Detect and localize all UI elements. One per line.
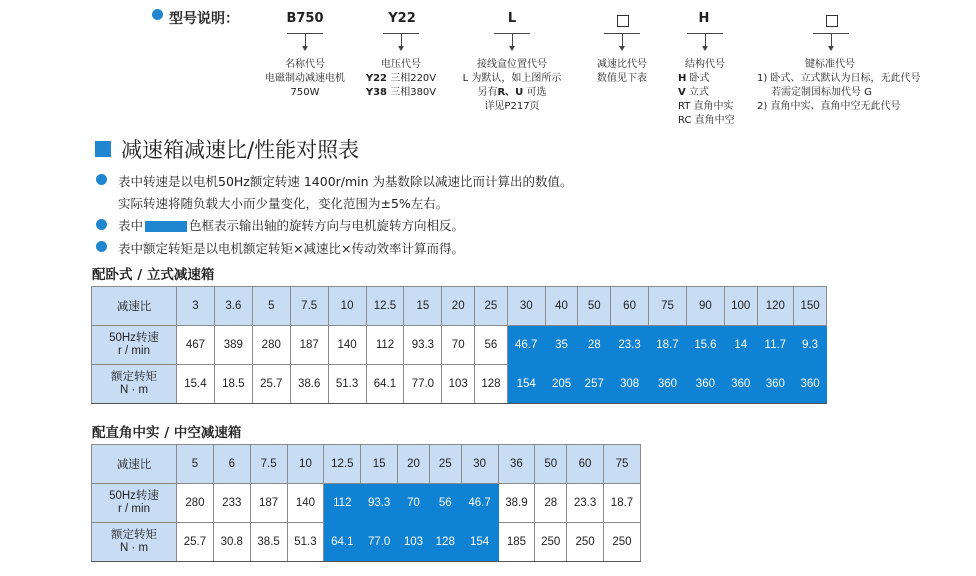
note-bullet-icon bbox=[96, 219, 107, 230]
leader-voltage-v bbox=[401, 34, 402, 46]
desc-name-label: 名称代号 bbox=[285, 59, 325, 70]
table2-ratio-cell: 7.5 bbox=[250, 445, 287, 484]
leader-name-v bbox=[305, 34, 306, 46]
blue-swatch-icon bbox=[145, 221, 187, 232]
struct-code-h: H bbox=[678, 73, 687, 84]
note-3-pre: 表中 bbox=[118, 218, 144, 233]
table2-speed-cell: 38.9 bbox=[498, 484, 535, 523]
table2-ratio-cell: 20 bbox=[398, 445, 430, 484]
table1-torque-cell: 25.7 bbox=[252, 365, 290, 404]
table2-speed-cell: 46.7 bbox=[461, 484, 498, 523]
table1-title: 配卧式 / 立式减速箱 bbox=[92, 267, 215, 283]
table1-ratio-cell: 120 bbox=[757, 287, 794, 326]
table2-speed-cell: 70 bbox=[398, 484, 430, 523]
table2-speed-cell: 28 bbox=[535, 484, 567, 523]
table1-speed-cell: 23.3 bbox=[611, 326, 649, 365]
table1-torque-cell: 15.4 bbox=[177, 365, 215, 404]
table1-torque-cell: 18.5 bbox=[214, 365, 252, 404]
note-1: 表中转速是以电机50Hz额定转速 1400r/min 为基数除以减速比而计算出的数值。 bbox=[118, 174, 573, 189]
table1-speed-cell: 467 bbox=[177, 326, 215, 365]
table1-torque-cell: 103 bbox=[442, 365, 475, 404]
table2-ratio-cell: 30 bbox=[461, 445, 498, 484]
leader-key-v bbox=[831, 34, 832, 46]
table1-torque-label-1: 额定转矩 bbox=[111, 371, 157, 383]
arrow-struct-icon bbox=[702, 46, 708, 51]
table1-torque-cell: 360 bbox=[686, 365, 724, 404]
table2-torque-cell: 77.0 bbox=[361, 523, 398, 562]
table2-speed-cell: 112 bbox=[324, 484, 361, 523]
struct-text-h: 卧式 bbox=[686, 73, 710, 84]
note-bullet-icon bbox=[96, 174, 107, 185]
table2-torque-cell: 250 bbox=[535, 523, 567, 562]
table1-speed-cell: 15.6 bbox=[686, 326, 724, 365]
table1-ratio-cell: 50 bbox=[578, 287, 611, 326]
table1-ratio-cell: 25 bbox=[475, 287, 508, 326]
desc-key-l3: 2) 直角中实、直角中空无此代号 bbox=[757, 101, 901, 112]
desc-name bbox=[245, 58, 365, 100]
table2-torque-cell: 250 bbox=[567, 523, 604, 562]
table1-speed-cell: 56 bbox=[475, 326, 508, 365]
table2-ratio-cell: 10 bbox=[287, 445, 324, 484]
arrow-voltage-icon bbox=[398, 46, 404, 51]
table2-speed-cell: 233 bbox=[213, 484, 250, 523]
desc-key-l2: 若需定制国标加代号 G bbox=[771, 87, 872, 98]
table1-speed-cell: 35 bbox=[545, 326, 578, 365]
table2-torque-cell: 128 bbox=[429, 523, 461, 562]
table1-torque-cell: 360 bbox=[794, 365, 827, 404]
table2-speed-cell: 93.3 bbox=[361, 484, 398, 523]
table1 bbox=[91, 286, 827, 404]
struct-text-v: 立式 bbox=[685, 87, 709, 98]
table2-torque-cell: 250 bbox=[603, 523, 640, 562]
desc-box-l2-post: 可选 bbox=[523, 87, 547, 98]
leader-struct-v bbox=[705, 34, 706, 46]
desc-struct bbox=[678, 72, 735, 128]
table2-torque-cell: 25.7 bbox=[177, 523, 214, 562]
table2-speed-cell: 140 bbox=[287, 484, 324, 523]
model-title: 型号说明： bbox=[169, 11, 239, 27]
table2-torque-cell: 185 bbox=[498, 523, 535, 562]
desc-voltage-label: 电压代号 bbox=[381, 59, 421, 70]
table2-speed-label bbox=[92, 484, 177, 523]
table1-ratio-cell: 20 bbox=[442, 287, 475, 326]
table1-speed-cell: 46.7 bbox=[507, 326, 545, 365]
table1-speed-cell: 187 bbox=[290, 326, 328, 365]
table1-ratio-cell: 75 bbox=[649, 287, 687, 326]
table1-speed-cell: 93.3 bbox=[404, 326, 442, 365]
table1-torque-cell: 308 bbox=[611, 365, 649, 404]
code-voltage: Y22 bbox=[388, 11, 416, 26]
table2-title: 配直角中实 / 中空减速箱 bbox=[92, 425, 242, 441]
table1-speed-cell: 280 bbox=[252, 326, 290, 365]
table1-speed-cell: 140 bbox=[328, 326, 366, 365]
table1-ratio-cell: 3 bbox=[177, 287, 215, 326]
table1-ratio-cell: 12.5 bbox=[366, 287, 404, 326]
table2-torque-cell: 30.8 bbox=[213, 523, 250, 562]
table1-speed-cell: 70 bbox=[442, 326, 475, 365]
table2-speed-cell: 56 bbox=[429, 484, 461, 523]
table2-speed-cell: 280 bbox=[177, 484, 214, 523]
voltage-text-y22: 三相220V bbox=[387, 73, 437, 84]
table2-speed-cell: 23.3 bbox=[567, 484, 604, 523]
table1-torque-cell: 64.1 bbox=[366, 365, 404, 404]
desc-box-label: 接线盒位置代号 bbox=[477, 59, 547, 70]
table1-ratio-cell: 100 bbox=[724, 287, 757, 326]
desc-key-label: 键标准代号 bbox=[805, 59, 855, 70]
desc-ratio-l1: 数值见下表 bbox=[597, 73, 647, 84]
table2-ratio-cell: 12.5 bbox=[324, 445, 361, 484]
note-3 bbox=[118, 216, 464, 234]
desc-ratio bbox=[582, 58, 662, 86]
code-struct: H bbox=[698, 11, 710, 26]
arrow-box-icon bbox=[509, 46, 515, 51]
table2-ratio-cell: 5 bbox=[177, 445, 214, 484]
table2-ratio-cell: 50 bbox=[535, 445, 567, 484]
desc-key bbox=[757, 72, 920, 114]
table2-speed-cell: 18.7 bbox=[603, 484, 640, 523]
table2-torque-label bbox=[92, 523, 177, 562]
table1-torque-label-2: N · m bbox=[119, 384, 149, 396]
table1-speed-cell: 18.7 bbox=[649, 326, 687, 365]
table2-speed-label-1: 50Hz转速 bbox=[109, 490, 159, 502]
table1-ratio-label: 减速比 bbox=[92, 287, 177, 326]
note-2: 实际转速将随负载大小而少量变化，变化范围为±5%左右。 bbox=[118, 196, 449, 211]
desc-struct-label: 结构代号 bbox=[685, 59, 725, 70]
leader-box-v bbox=[512, 34, 513, 46]
table1-torque-cell: 51.3 bbox=[328, 365, 366, 404]
table2-torque-cell: 51.3 bbox=[287, 523, 324, 562]
struct-rc: RC 直角中空 bbox=[678, 115, 735, 126]
voltage-text-y38: 三相380V bbox=[387, 87, 437, 98]
table1-ratio-cell: 5 bbox=[252, 287, 290, 326]
code-ratio-box bbox=[617, 15, 629, 27]
table1-ratio-cell: 10 bbox=[328, 287, 366, 326]
table1-ratio-cell: 7.5 bbox=[290, 287, 328, 326]
table2 bbox=[91, 444, 641, 562]
table2-ratio-label: 减速比 bbox=[92, 445, 177, 484]
leader-ratio-v bbox=[622, 34, 623, 46]
table1-ratio-cell: 90 bbox=[686, 287, 724, 326]
table1-ratio-cell: 30 bbox=[507, 287, 545, 326]
table1-ratio-cell: 60 bbox=[611, 287, 649, 326]
table1-torque-cell: 77.0 bbox=[404, 365, 442, 404]
desc-key-l1: 1) 卧式、立式默认为日标，无此代号 bbox=[757, 73, 921, 84]
arrow-key-icon bbox=[828, 46, 834, 51]
struct-code-v: V bbox=[678, 87, 686, 98]
note-3-post: 色框表示输出轴的旋转方向与电机旋转方向相反。 bbox=[189, 218, 465, 233]
desc-voltage bbox=[356, 58, 446, 100]
table1-speed-cell: 11.7 bbox=[757, 326, 794, 365]
table1-torque-cell: 360 bbox=[649, 365, 687, 404]
note-bullet-icon bbox=[96, 241, 107, 252]
table1-speed-cell: 389 bbox=[214, 326, 252, 365]
heading-square-icon bbox=[95, 141, 111, 157]
table2-ratio-cell: 25 bbox=[429, 445, 461, 484]
arrow-ratio-icon bbox=[619, 46, 625, 51]
struct-rt: RT 直角中实 bbox=[678, 101, 734, 112]
desc-box-l1: L 为默认，如上图所示 bbox=[462, 73, 562, 84]
table1-speed-label-1: 50Hz转速 bbox=[109, 332, 159, 344]
table1-torque-cell: 360 bbox=[724, 365, 757, 404]
table2-ratio-cell: 6 bbox=[213, 445, 250, 484]
desc-name-l1: 电磁制动减速电机 bbox=[265, 73, 345, 84]
table1-ratio-cell: 150 bbox=[794, 287, 827, 326]
table2-torque-cell: 64.1 bbox=[324, 523, 361, 562]
table1-torque-cell: 360 bbox=[757, 365, 794, 404]
table1-torque-cell: 257 bbox=[578, 365, 611, 404]
bullet-icon bbox=[152, 9, 163, 20]
voltage-code-y38: Y38 bbox=[365, 87, 388, 98]
code-key-box bbox=[826, 15, 838, 27]
table1-speed-cell: 14 bbox=[724, 326, 757, 365]
table1-ratio-cell: 15 bbox=[404, 287, 442, 326]
code-box: L bbox=[507, 11, 517, 26]
table2-torque-label-2: N · m bbox=[119, 542, 149, 554]
table2-torque-cell: 38.5 bbox=[250, 523, 287, 562]
table1-torque-label bbox=[92, 365, 177, 404]
note-4: 表中额定转矩是以电机额定转矩×减速比×传动效率计算而得。 bbox=[118, 241, 464, 256]
table1-speed-label-2: r / min bbox=[118, 345, 150, 357]
table2-torque-cell: 154 bbox=[461, 523, 498, 562]
table1-torque-cell: 128 bbox=[475, 365, 508, 404]
table2-ratio-cell: 15 bbox=[361, 445, 398, 484]
desc-box bbox=[452, 58, 572, 114]
table2-ratio-cell: 75 bbox=[603, 445, 640, 484]
desc-box-l3: 详见P217页 bbox=[484, 101, 540, 112]
voltage-code-y22: Y22 bbox=[365, 73, 388, 84]
table1-ratio-cell: 40 bbox=[545, 287, 578, 326]
table2-ratio-cell: 60 bbox=[567, 445, 604, 484]
table1-speed-cell: 112 bbox=[366, 326, 404, 365]
desc-box-l2-pre: 另有 bbox=[477, 87, 498, 98]
desc-name-l2: 750W bbox=[290, 87, 320, 98]
desc-ratio-label: 减速比代号 bbox=[597, 59, 647, 70]
table1-speed-cell: 9.3 bbox=[794, 326, 827, 365]
table1-torque-cell: 38.6 bbox=[290, 365, 328, 404]
table1-speed-cell: 28 bbox=[578, 326, 611, 365]
table2-torque-label-1: 额定转矩 bbox=[111, 529, 157, 541]
arrow-name-icon bbox=[302, 46, 308, 51]
table1-speed-label bbox=[92, 326, 177, 365]
section-heading: 减速箱减速比/性能对照表 bbox=[121, 138, 360, 162]
table2-speed-cell: 187 bbox=[250, 484, 287, 523]
table1-torque-cell: 154 bbox=[507, 365, 545, 404]
table1-torque-cell: 205 bbox=[545, 365, 578, 404]
table1-ratio-cell: 3.6 bbox=[214, 287, 252, 326]
table2-torque-cell: 103 bbox=[398, 523, 430, 562]
table2-ratio-cell: 36 bbox=[498, 445, 535, 484]
code-name: B750 bbox=[286, 11, 324, 26]
desc-box-l2-codes: R、U bbox=[497, 87, 524, 98]
table2-speed-label-2: r / min bbox=[118, 503, 150, 515]
